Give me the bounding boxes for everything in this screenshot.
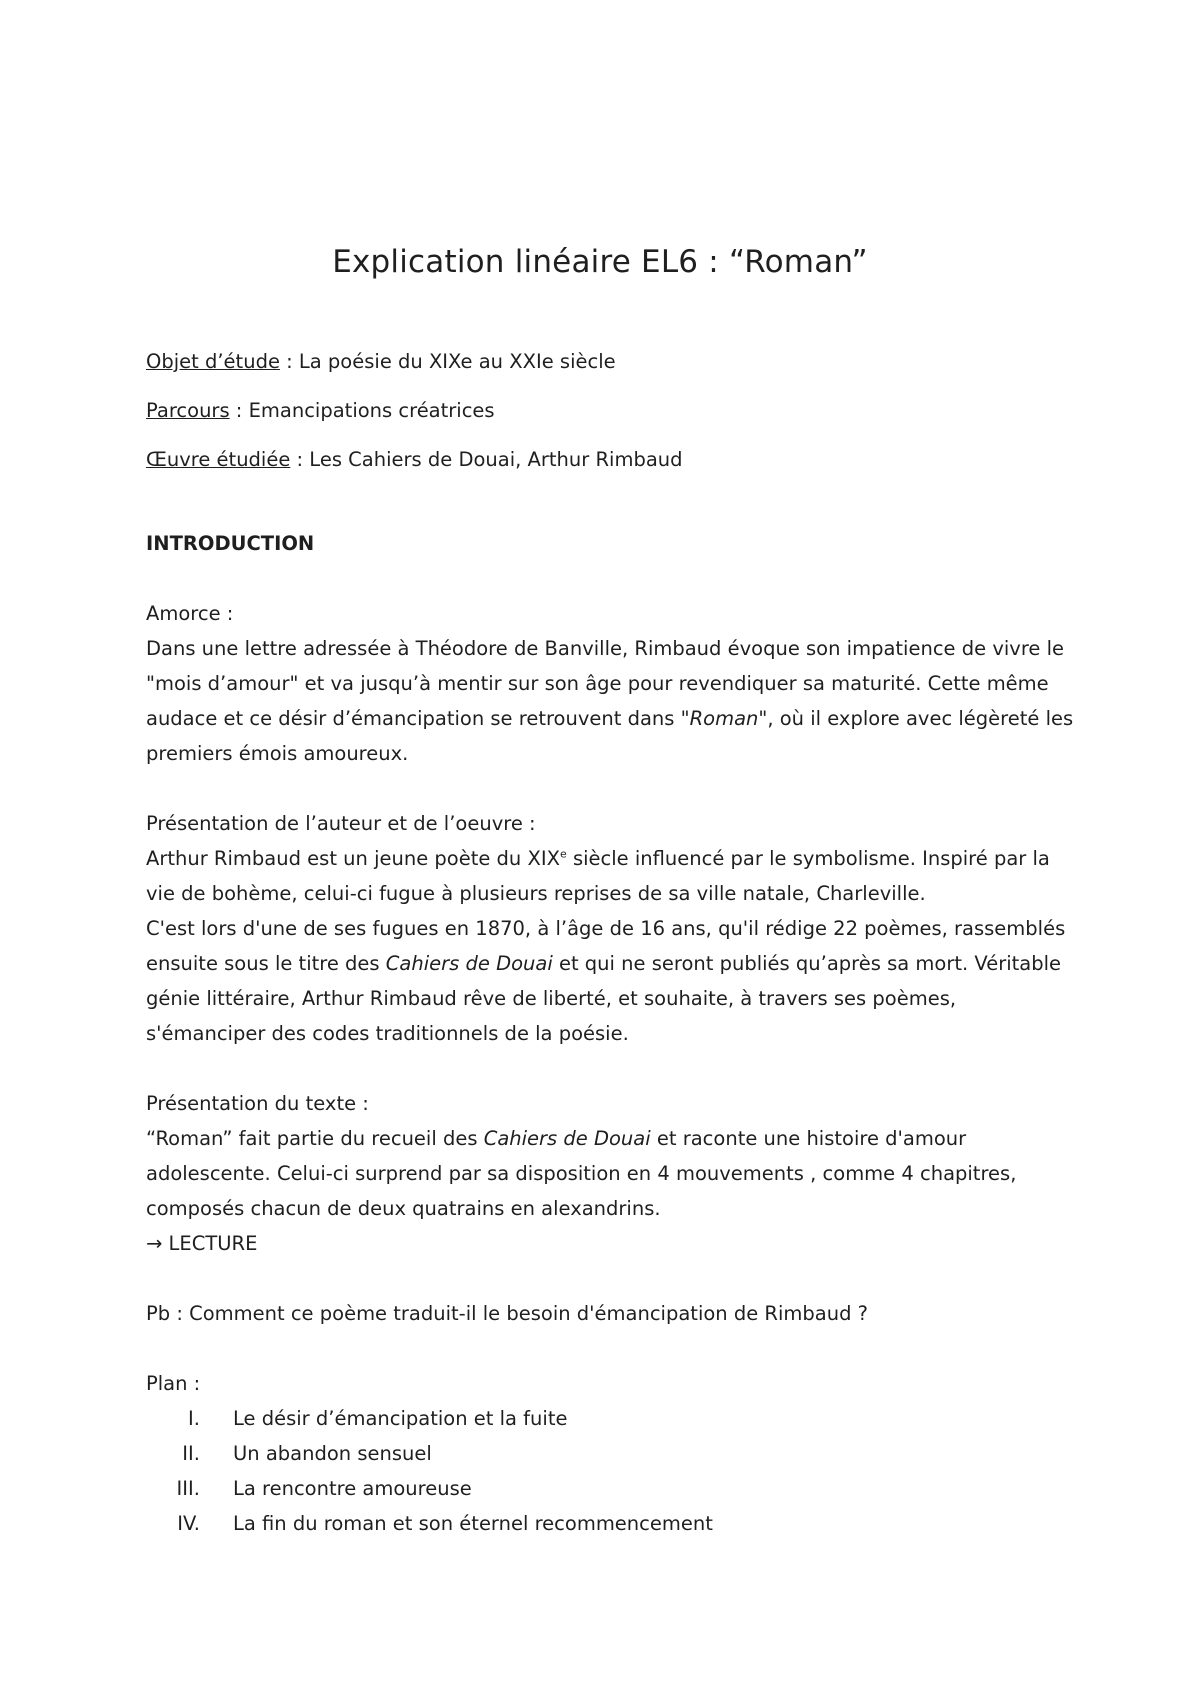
- amorce-label: Amorce :: [146, 602, 234, 625]
- parcours-value: : Emancipations créatrices: [229, 399, 495, 422]
- plan-list: [146, 1401, 1076, 1541]
- amorce-text-1: Dans une lettre adressée à Théodore de Banville, Rimbaud évoque son impatience de vivre le "mois d’amour" et va jusqu’à mentir sur son âge pour revendiquer sa maturité. Cette même audace et ce désir d’émancipation se retrouvent dans ": [146, 637, 1065, 730]
- oeuvre-label: Œuvre étudiée: [146, 448, 291, 471]
- plan-number: II.: [182, 1442, 200, 1465]
- plan-text: La fin du roman et son éternel recommencement: [233, 1512, 713, 1535]
- plan-text: Un abandon sensuel: [233, 1442, 432, 1465]
- plan-label: Plan :: [146, 1372, 201, 1395]
- oeuvre-value: : Les Cahiers de Douai, Arthur Rimbaud: [290, 448, 683, 471]
- auteur-italic-title: Cahiers de Douai: [385, 952, 553, 975]
- texte-italic-title: Cahiers de Douai: [483, 1127, 651, 1150]
- texte-label: Présentation du texte :: [146, 1092, 369, 1115]
- century-superscript: e: [559, 847, 567, 861]
- parcours-line: [146, 393, 1076, 428]
- parcours-label: Parcours: [146, 399, 230, 422]
- auteur-text-4: et qui ne seront publiés qu’après sa mort. Véritable génie littéraire, Arthur Rimbaud rêve de liberté, et souhaite, à travers ses poèmes, s'émanciper des codes traditionnels de la poésie.: [146, 952, 1062, 1045]
- amorce-paragraph: [146, 631, 1076, 771]
- introduction-section: [146, 526, 1076, 1541]
- objet-label: Objet d’étude: [146, 350, 280, 373]
- oeuvre-line: [146, 442, 1076, 477]
- objet-value: : La poésie du XIXe au XXIe siècle: [279, 350, 616, 373]
- auteur-label: Présentation de l’auteur et de l’oeuvre :: [146, 812, 536, 835]
- auteur-paragraph-2: [146, 911, 1076, 1051]
- auteur-text-1: Arthur Rimbaud est un jeune poète du XIX: [146, 847, 560, 870]
- study-info: [146, 344, 1076, 477]
- auteur-text-2: siècle influencé par le symbolisme. Inspiré par la vie de bohème, celui-ci fugue à plusieurs reprises de sa ville natale, Charleville.: [146, 847, 1050, 905]
- page-title: Explication linéaire EL6 : “Roman”: [332, 244, 868, 280]
- problematique: Pb : Comment ce poème traduit-il le besoin d'émancipation de Rimbaud ?: [146, 1302, 868, 1325]
- plan-text: Le désir d’émancipation et la fuite: [233, 1407, 568, 1430]
- lecture-line: → LECTURE: [146, 1232, 258, 1255]
- plan-item: [146, 1401, 1076, 1436]
- amorce-italic-title: Roman: [689, 707, 759, 730]
- objet-line: [146, 344, 1076, 379]
- auteur-paragraph-1: [146, 841, 1076, 911]
- plan-number: III.: [176, 1477, 200, 1500]
- plan-item: [146, 1471, 1076, 1506]
- texte-text-2: et raconte une histoire d'amour adolescente. Celui-ci surprend par sa disposition en 4 mouvements , comme 4 chapitres, composés chacun de deux quatrains en alexandrins.: [146, 1127, 1017, 1220]
- plan-item: [146, 1436, 1076, 1471]
- plan-item: [146, 1506, 1076, 1541]
- plan-number: I.: [188, 1407, 200, 1430]
- texte-text-1: “Roman” fait partie du recueil des: [146, 1127, 484, 1150]
- plan-number: IV.: [177, 1512, 200, 1535]
- amorce-text-2: ", où il explore avec légèreté les premiers émois amoureux.: [146, 707, 1074, 765]
- auteur-text-3: C'est lors d'une de ses fugues en 1870, à l’âge de 16 ans, qu'il rédige 22 poèmes, rassemblés ensuite sous le titre des: [146, 917, 1066, 975]
- introduction-heading: INTRODUCTION: [146, 532, 315, 555]
- texte-paragraph: [146, 1121, 1076, 1226]
- plan-text: La rencontre amoureuse: [233, 1477, 472, 1500]
